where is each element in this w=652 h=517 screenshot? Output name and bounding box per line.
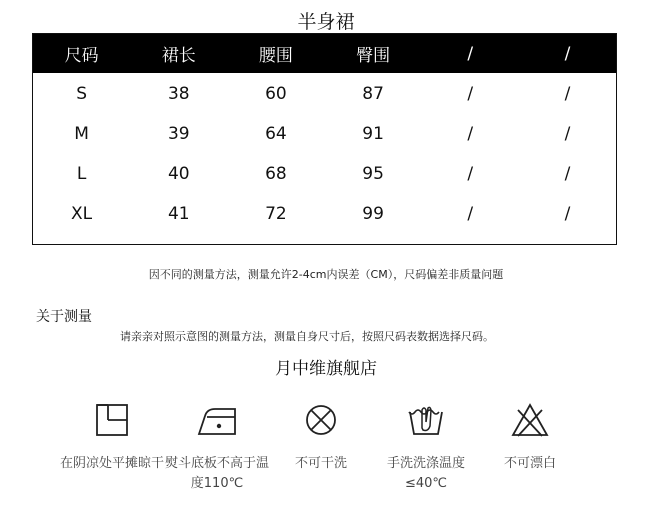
table-cell: / [467, 204, 474, 224]
table-cell: 87 [362, 84, 384, 104]
table-row [33, 114, 616, 154]
table-body [33, 73, 616, 234]
table-cell: S [76, 84, 87, 104]
table-cell: / [564, 204, 571, 224]
hand-wash-icon [406, 402, 446, 438]
care-item [57, 402, 167, 474]
care-label: 熨斗底板不高于温度110℃ [164, 456, 269, 491]
table-row [33, 154, 616, 194]
table-cell: 39 [167, 124, 190, 144]
table-cell: / [564, 84, 571, 104]
header-cell-length: 裙长 [161, 46, 196, 66]
line-dry-shade-icon [94, 402, 130, 438]
table-cell: / [564, 124, 571, 144]
table-cell: 68 [265, 164, 287, 184]
header-cell-waist: 腰围 [258, 46, 293, 66]
table-cell: / [467, 124, 474, 144]
header-cell-empty-2: / [564, 43, 571, 64]
table-cell: 40 [167, 164, 190, 184]
care-item [475, 402, 585, 474]
measure-text: 请亲亲对照示意图的测量方法，测量自身尺寸后，按照尺码表数据选择尺码。 [120, 330, 494, 343]
care-item [266, 402, 376, 474]
table-cell: M [74, 124, 89, 144]
care-label: 不可干洗 [294, 456, 347, 471]
page-title: 半身裙 [297, 11, 355, 33]
table-cell: 99 [362, 204, 384, 224]
table-cell: / [467, 84, 474, 104]
header-cell-empty-1: / [467, 43, 474, 64]
table-cell: L [76, 164, 87, 184]
store-name: 月中维旗舰店 [275, 359, 377, 379]
table-cell: 72 [265, 204, 287, 224]
table-row [33, 194, 616, 234]
table-cell: 41 [167, 204, 190, 224]
care-item [162, 402, 272, 494]
iron-low-icon [195, 402, 239, 438]
no-dry-clean-icon [303, 402, 339, 438]
table-cell: 91 [362, 124, 384, 144]
table-cell: 64 [265, 124, 287, 144]
table-row [33, 74, 616, 114]
table-cell: 60 [265, 84, 287, 104]
header-cell-hip: 臀围 [356, 46, 391, 66]
measurement-note: 因不同的测量方法，测量允许2-4cm内误差（CM），尺码偏差非质量问题 [148, 268, 504, 281]
table-cell: / [467, 164, 474, 184]
size-table [32, 33, 617, 245]
header-cell-size: 尺码 [64, 46, 99, 66]
care-label: 不可漂白 [503, 456, 556, 471]
table-cell: XL [71, 204, 93, 224]
table-header-row [33, 34, 616, 73]
care-label: 手洗洗涤温度≤40℃ [386, 456, 465, 491]
care-label: 在阴凉处平摊晾干 [59, 456, 164, 471]
no-bleach-icon [510, 402, 550, 438]
table-cell: 38 [167, 84, 190, 104]
table-cell: 95 [362, 164, 384, 184]
measure-title: 关于测量 [36, 309, 92, 325]
table-cell: / [564, 164, 571, 184]
care-item [371, 402, 481, 494]
